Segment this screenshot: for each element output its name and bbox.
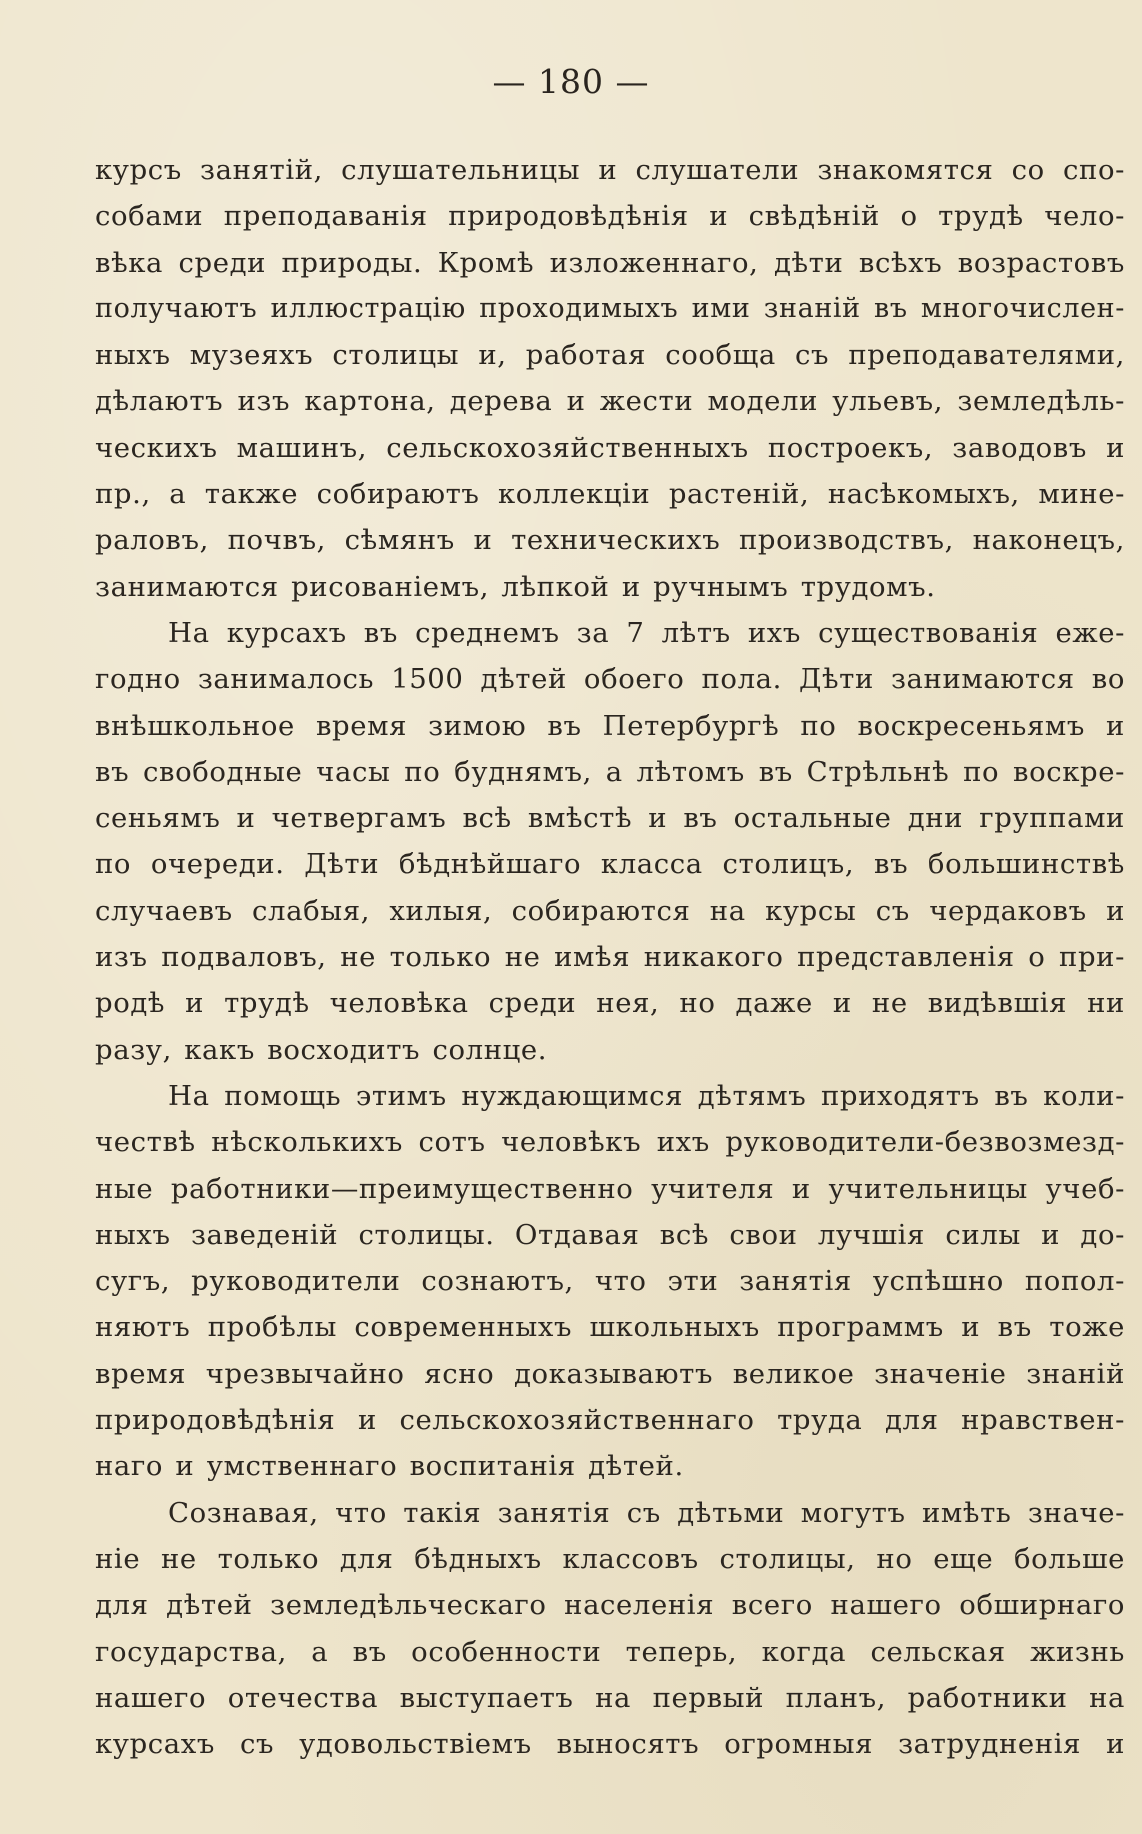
text-line: наго и умственнаго воспитанія дѣтей. xyxy=(95,1450,684,1483)
text-line: чествѣ нѣсколькихъ сотъ человѣкъ ихъ руководители-безвозмезд- xyxy=(95,1126,1125,1159)
text-line: занимаются рисованіемъ, лѣпкой и ручнымъ трудомъ. xyxy=(95,570,936,603)
paragraph-3 xyxy=(95,1073,1125,1490)
text-line: На помощь этимъ нуждающимся дѣтямъ приходятъ въ коли- xyxy=(168,1079,1125,1112)
text-line: внѣшкольное время зимою въ Петербургѣ по воскресеньямъ и xyxy=(95,709,1125,742)
text-line: ніе не только для бѣдныхъ классовъ столицы, но еще больше xyxy=(95,1542,1125,1575)
text-line: сеньямъ и четвергамъ всѣ вмѣстѣ и въ остальные дни группами xyxy=(95,802,1125,835)
text-line: раловъ, почвъ, сѣмянъ и техническихъ производствъ, наконецъ, xyxy=(95,524,1125,557)
text-line: Сознавая, что такія занятія съ дѣтьми могутъ имѣть значе- xyxy=(168,1496,1125,1529)
text-line: вѣка среди природы. Кромѣ изложеннаго, дѣти всѣхъ возрастовъ xyxy=(95,246,1125,279)
text-line: время чрезвычайно ясно доказываютъ великое значеніе знаній xyxy=(95,1357,1125,1390)
text-line: ныхъ музеяхъ столицы и, работая сообща съ преподавателями, xyxy=(95,339,1125,372)
text-line: курсъ занятій, слушательницы и слушатели знакомятся со спо- xyxy=(95,154,1125,186)
text-line: случаевъ слабыя, хилыя, собираются на курсы съ чердаковъ и xyxy=(95,894,1125,927)
body-text xyxy=(95,147,1125,1767)
text-line: ные работники—преимущественно учителя и учительницы учеб- xyxy=(95,1172,1125,1205)
text-line: родѣ и трудѣ человѣка среди нея, но даже и не видѣвшія ни xyxy=(95,987,1125,1020)
text-line: дѣлаютъ изъ картона, дерева и жести модели ульевъ, земледѣль- xyxy=(95,385,1125,418)
text-line: нашего отечества выступаетъ на первый планъ, работники на xyxy=(95,1681,1125,1714)
text-line: собами преподаванія природовѣдѣнія и свѣдѣній о трудѣ чело- xyxy=(95,200,1125,233)
text-line: разу, какъ восходитъ солнце. xyxy=(95,1033,548,1066)
text-line: ныхъ заведеній столицы. Отдавая всѣ свои лучшія силы и до- xyxy=(95,1218,1125,1251)
text-line: годно занималось 1500 дѣтей обоего пола. Дѣти занимаются во xyxy=(95,663,1125,696)
text-line: няютъ пробѣлы современныхъ школьныхъ программъ и въ тоже xyxy=(95,1311,1125,1344)
text-line: природовѣдѣнія и сельскохозяйственнаго труда для нравствен- xyxy=(95,1404,1125,1437)
text-line: изъ подваловъ, не только не имѣя никакого представленія о при- xyxy=(95,941,1125,974)
text-line: На курсахъ въ среднемъ за 7 лѣтъ ихъ существованія еже- xyxy=(168,616,1125,649)
text-line: пр., а также собираютъ коллекціи растеній, насѣкомыхъ, мине- xyxy=(95,478,1125,511)
text-line: въ свободные часы по буднямъ, а лѣтомъ въ Стрѣльнѣ по воскре- xyxy=(95,755,1125,788)
paragraph-2 xyxy=(95,610,1125,1073)
text-line: сугъ, руководители сознаютъ, что эти занятія успѣшно попол- xyxy=(95,1265,1125,1298)
text-line: для дѣтей земледѣльческаго населенія всего нашего обширнаго xyxy=(95,1589,1125,1622)
text-line: получаютъ иллюстрацію проходимыхъ ими знаній въ многочислен- xyxy=(95,292,1125,324)
text-line: ческихъ машинъ, сельскохозяйственныхъ построекъ, заводовъ и xyxy=(95,431,1125,464)
page-number: — 180 — xyxy=(492,62,650,101)
text-line: государства, а въ особенности теперь, когда сельская жизнь xyxy=(95,1635,1125,1668)
text-line: по очереди. Дѣти бѣднѣйшаго класса столицъ, въ большинствѣ xyxy=(95,848,1125,881)
text-line: курсахъ съ удовольствіемъ выносятъ огромныя затрудненія и xyxy=(95,1728,1125,1761)
paragraph-4 xyxy=(95,1490,1125,1768)
paragraph-1 xyxy=(95,147,1125,610)
